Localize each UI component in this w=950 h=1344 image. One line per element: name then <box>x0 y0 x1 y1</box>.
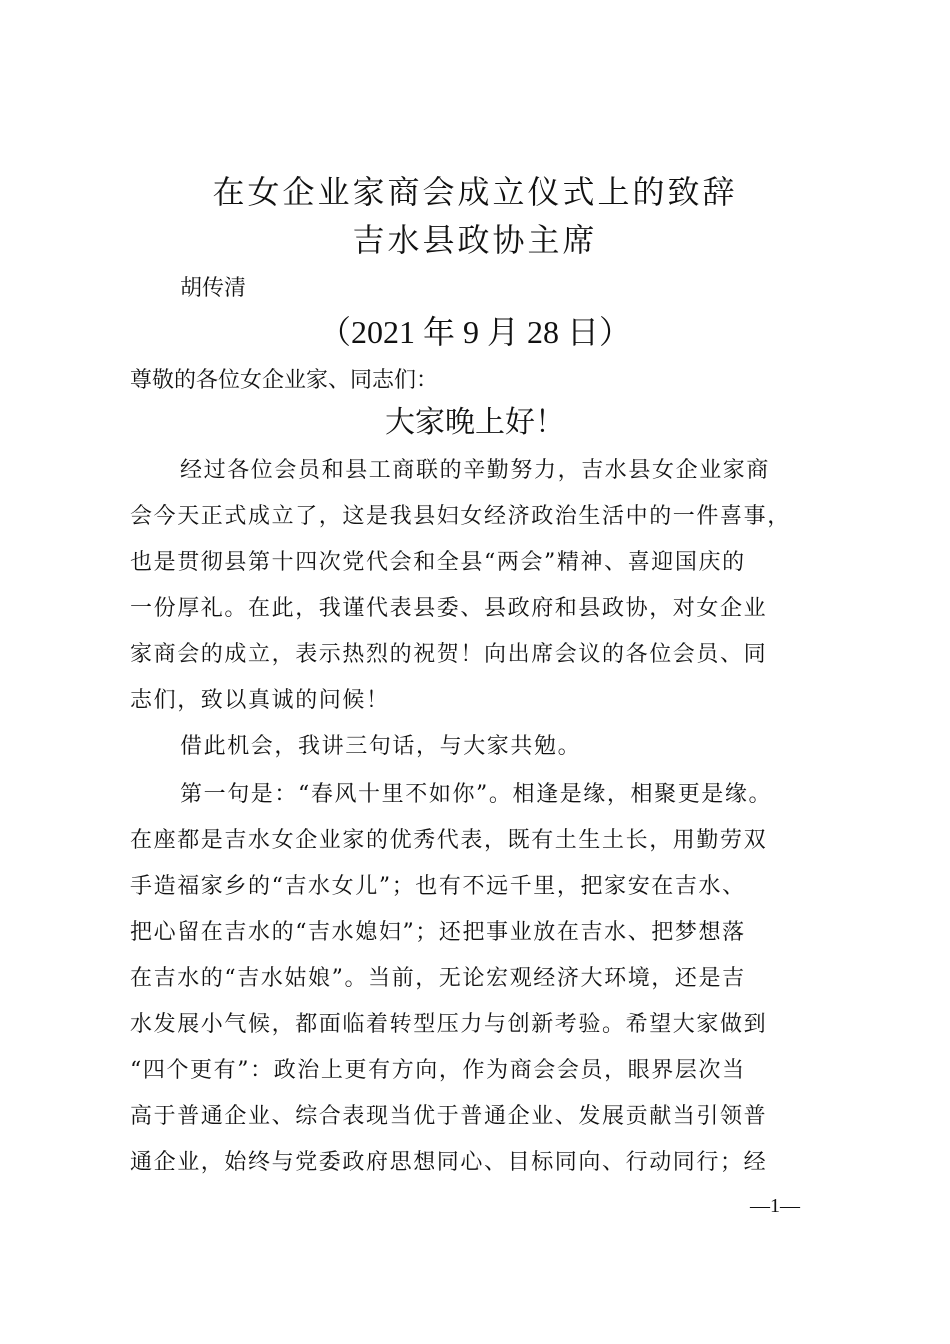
body-line: 借此机会，我讲三句话，与大家共勉。 <box>180 734 582 759</box>
body-line: 第一句是：“春风十里不如你”。相逢是缘，相聚更是缘。 <box>180 782 773 807</box>
body-line: 志们，致以真诚的问候！ <box>130 688 390 713</box>
body-line: “四个更有”：政治上更有方向，作为商会会员，眼界层次当 <box>130 1058 746 1083</box>
document-title: 在女企业家商会成立仪式上的致辞 <box>212 173 738 211</box>
body-line: 家商会的成立，表示热烈的祝贺！向出席会议的各位会员、同 <box>130 642 768 667</box>
body-line: 水发展小气候，都面临着转型压力与创新考验。希望大家做到 <box>130 1012 768 1037</box>
body-line: 一份厚礼。在此，我谨代表县委、县政府和县政协，对女企业 <box>130 596 768 621</box>
body-line: 在吉水的“吉水姑娘”。当前，无论宏观经济大环境，还是吉 <box>130 966 746 991</box>
body-line: 通企业，始终与党委政府思想同心、目标同向、行动同行；经 <box>130 1150 768 1175</box>
body-line: 高于普通企业、综合表现当优于普通企业、发展贡献当引领普 <box>130 1104 768 1129</box>
body-line: 手造福家乡的“吉水女儿”；也有不远千里，把家安在吉水、 <box>130 874 746 899</box>
greeting: 大家晚上好！ <box>385 405 565 440</box>
page-number: —1— <box>750 1195 800 1217</box>
body-line: 在座都是吉水女企业家的优秀代表，既有土生土长，用勤劳双 <box>130 828 768 853</box>
body-line: 也是贯彻县第十四次党代会和全县“两会”精神、喜迎国庆的 <box>130 550 746 575</box>
body-line: 把心留在吉水的“吉水媳妇”；还把事业放在吉水、把梦想落 <box>130 920 746 945</box>
document-date: （2021 年 9 月 28 日） <box>318 314 631 350</box>
body-line: 经过各位会员和县工商联的辛勤努力，吉水县女企业家商 <box>180 458 771 483</box>
salutation: 尊敬的各位女企业家、同志们： <box>130 368 439 393</box>
document-subtitle: 吉水县政协主席 <box>352 221 598 259</box>
body-line: 会今天正式成立了，这是我县妇女经济政治生活中的一件喜事， <box>130 504 791 529</box>
author-name: 胡传清 <box>180 276 247 301</box>
